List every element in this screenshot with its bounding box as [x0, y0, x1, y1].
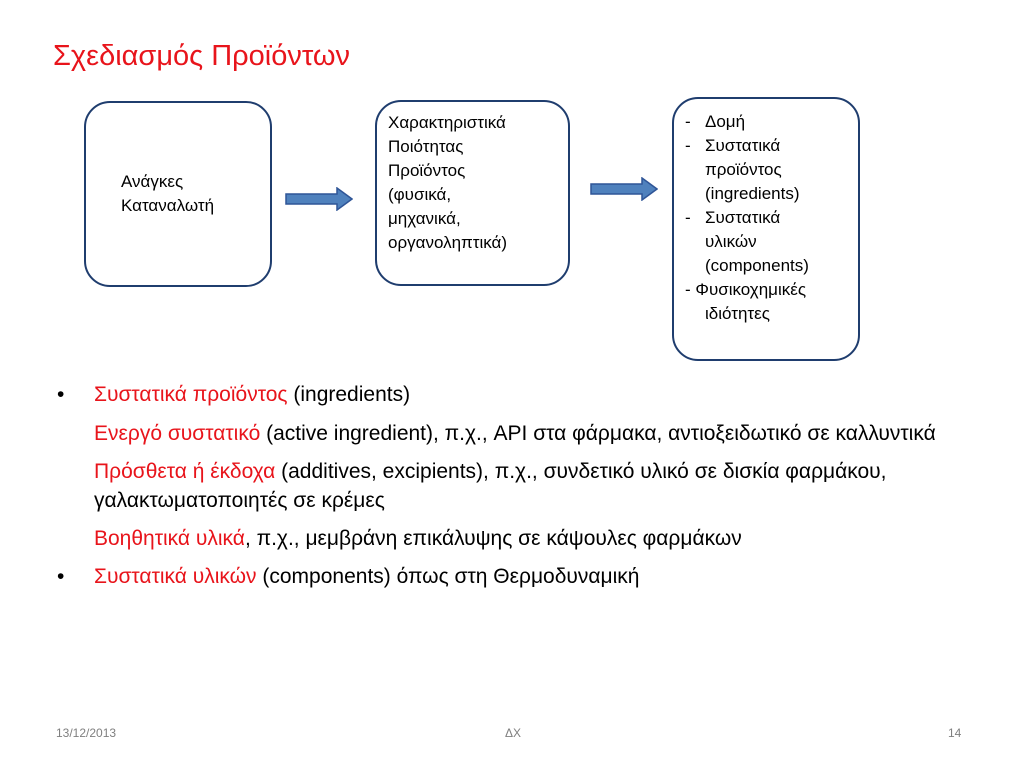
bullet-dot-icon: •	[57, 565, 65, 588]
structure-item	[685, 110, 809, 134]
product-structure-text	[685, 110, 809, 326]
bullet-text: (ingredients)	[287, 383, 411, 406]
right-arrow-icon	[590, 177, 658, 201]
item-text: - Φυσικοχημικές	[685, 280, 807, 299]
product-structure-box	[672, 97, 860, 361]
item-text: (ingredients)	[705, 184, 800, 203]
sub-text: , π.χ., μεμβράνη επικάλυψης σε κάψουλες φαρμάκων	[244, 527, 742, 550]
item-text: προϊόντος	[705, 160, 782, 179]
slide-title: Σχεδιασμός Προϊόντων	[53, 40, 351, 72]
sub-highlight: Ενεργό συστατικό	[94, 422, 261, 445]
item-text: Δομή	[705, 112, 746, 131]
item-dash: -	[685, 112, 691, 131]
bullet-item	[57, 380, 957, 409]
bullet-text: (components) όπως στη Θερμοδυναμική	[256, 565, 640, 588]
box-line: Χαρακτηριστικά	[388, 113, 506, 132]
structure-item	[685, 206, 809, 278]
item-dash: -	[685, 136, 691, 155]
right-arrow-icon	[285, 187, 353, 211]
sub-item	[57, 419, 957, 448]
sub-text: (active ingredient), π.χ., API στα φάρμακα, αντιοξειδωτικό σε καλλυντικά	[260, 422, 936, 445]
bullet-highlight: Συστατικά υλικών	[94, 565, 257, 588]
box-line: Ποιότητας	[388, 137, 464, 156]
structure-item	[685, 134, 809, 206]
bullet-list	[57, 380, 957, 601]
box-line: Καταναλωτή	[121, 196, 215, 215]
box-line: (φυσικά,	[388, 185, 452, 204]
consumer-needs-box	[84, 101, 272, 287]
sub-item	[57, 524, 957, 553]
item-text: υλικών	[705, 232, 757, 251]
box-line: μηχανικά,	[388, 209, 461, 228]
sub-item	[57, 457, 957, 515]
sub-highlight: Βοηθητικά υλικά	[94, 527, 245, 550]
sub-highlight: Πρόσθετα ή έκδοχα	[94, 460, 276, 483]
footer-author: ΔΧ	[505, 726, 522, 740]
item-dash: -	[685, 208, 691, 227]
bullet-highlight: Συστατικά προϊόντος	[94, 383, 288, 406]
consumer-needs-text	[121, 170, 214, 218]
box-line: οργανοληπτικά)	[388, 233, 508, 252]
quality-characteristics-box	[375, 100, 570, 286]
quality-characteristics-text	[388, 111, 507, 255]
item-text: Συστατικά	[705, 208, 781, 227]
structure-item	[685, 278, 809, 326]
box-line: Ανάγκες	[121, 172, 184, 191]
bullet-item	[57, 562, 957, 591]
footer-date: 13/12/2013	[56, 726, 117, 740]
item-text: ιδιότητες	[705, 304, 770, 323]
item-text: Συστατικά	[705, 136, 781, 155]
footer-page-number: 14	[948, 726, 962, 740]
bullet-dot-icon: •	[57, 383, 65, 406]
box-line: Προϊόντος	[388, 161, 466, 180]
item-text: (components)	[705, 256, 809, 275]
sub-text: (additives, excipients), π.χ., συνδετικό υλικό σε δισκία φαρμάκου, γαλακτωματοποιητές σε κρέμες	[94, 460, 887, 512]
